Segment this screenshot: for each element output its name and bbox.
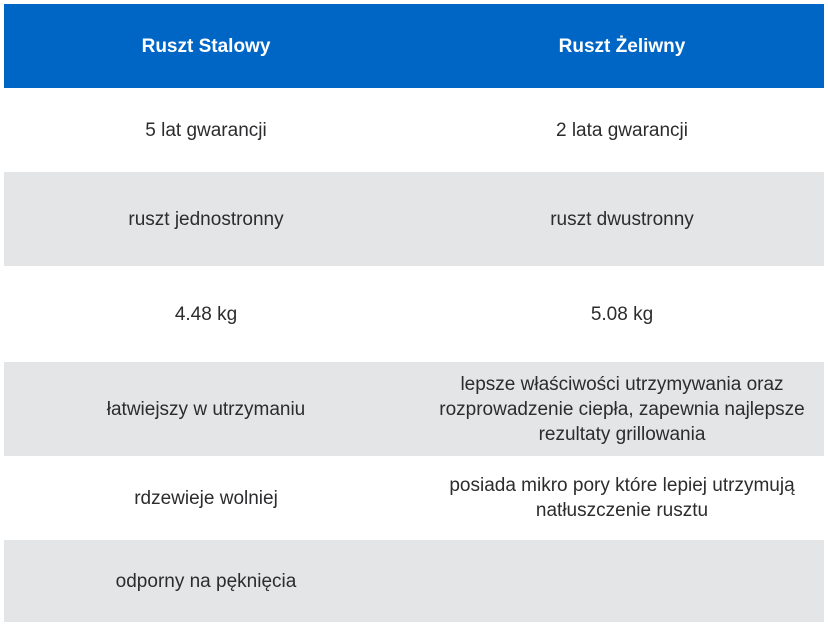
cast-iron-cell: posiada mikro pory które lepiej utrzymują natłuszczenie rusztu <box>449 475 795 521</box>
table-row-rust <box>4 456 824 540</box>
steel-cell: 4.48 kg <box>174 303 238 325</box>
cast-iron-cell: lepsze właściwości utrzymywania oraz rozprowadzenie ciepła, zapewnia najlepsze rezultaty grillowania <box>439 373 805 445</box>
table-row-warranty <box>4 88 824 172</box>
steel-cell: rdzewieje wolniej <box>134 487 278 509</box>
cast-iron-cell <box>414 540 824 622</box>
table-header <box>4 4 824 88</box>
column-header-cast-iron-grate: Ruszt Żeliwny <box>558 35 686 57</box>
steel-cell: ruszt jednostronny <box>128 208 284 230</box>
table-row-weight <box>4 266 824 362</box>
steel-cell: odporny na pęknięcia <box>115 570 297 592</box>
cast-iron-cell: ruszt dwustronny <box>550 208 694 230</box>
table-row-cracking <box>4 540 824 622</box>
table-row-maintenance <box>4 362 824 456</box>
comparison-table <box>4 4 824 622</box>
column-header-steel-grate: Ruszt Stalowy <box>141 35 271 57</box>
cast-iron-cell: 2 lata gwarancji <box>555 119 689 141</box>
cast-iron-cell: 5.08 kg <box>590 303 654 325</box>
steel-cell: 5 lat gwarancji <box>145 119 267 141</box>
steel-cell: łatwiejszy w utrzymaniu <box>106 398 306 420</box>
table-row-sides <box>4 172 824 266</box>
